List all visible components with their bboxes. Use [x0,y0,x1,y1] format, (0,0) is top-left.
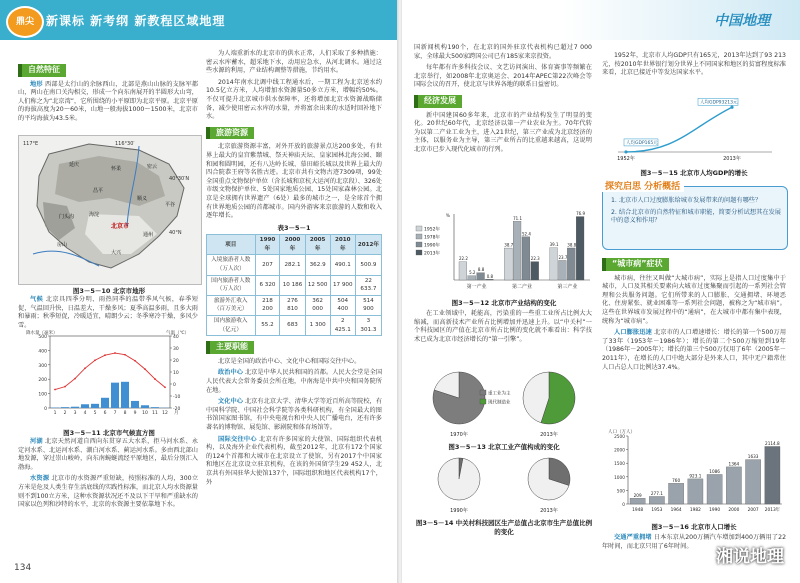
table-cell: 514 900 [355,295,381,315]
climate-x-tick-label: 9 [133,411,137,416]
climate-x-tick-label: 6 [103,411,107,416]
section-functions: 主要职能 [206,341,254,354]
table-cell: 10 186 [280,275,305,295]
table-row [207,295,382,315]
industry-legend-swatch [416,234,422,239]
table-body [207,255,382,336]
precip-bar [61,407,69,408]
section-city-disease: “城市病”症状 [602,258,669,271]
label-water: 水资源 [30,475,50,483]
precip-bar [71,407,79,408]
functions-intro: 北京是全国的政治中心、文化中心和国际交往中心。 [218,357,361,365]
table-header-cell: 2012年 [355,235,381,255]
pop-y-tick-label: 2000 [614,448,625,454]
map-place: 昌平 [93,188,104,194]
pop-y-tick-label: 0 [622,503,625,508]
industry-pies-svg [414,366,594,438]
label-climate: 气候 [30,296,44,303]
zgc-pie-caption: 图3－5－14 中关村科技园区生产总值占北京市生产总值比例的变化 [415,519,593,536]
table-cell: 国内旅游者人数（万人次） [207,275,256,295]
pop-y-axis-label: 人口（万人） [608,430,635,435]
map-place: 密云 [147,164,158,170]
pie-legend-swatch [480,390,486,395]
inquiry-question-2: 2. 结合北京市的自然特征和城市职能，简要分析试想其在发展中的意义和作用？ [611,208,781,225]
table-header-cell: 2005年 [305,235,330,255]
terrain-text: 西部是太行山的余脉西山，北部是燕山山脉的支脉军都山，两山在南口关沟相交，形成一个向东南展开的半圆形大山弯，人们称之为“北京湾”，它所围绕的小平原即为北京平原。北京平原的海拔高度为20～60米，山地一般海拔1000～1500米，北京市的平均海拔为43.5米。 [18,80,199,122]
table-header-cell: 2010年 [330,235,355,255]
table-row [207,316,382,336]
economy-text: 新中国建国60多年来，北京市的产业结构发生了明显的变化。20世纪60年代，北京经济以第一产业农业为主。70年代转为以第二产业工业为主，进入21世纪，第三产业成为北京经济的主体，以服务业为主导，第三产业所占的比重越来越高，这说明北京市已步入现代化城市的行列。 [414,111,592,153]
label-population: 人口膨胀迅速 [614,329,652,337]
precip-bar [151,407,159,408]
gdp-x-label: 1952年 [617,156,635,162]
climate-y-axis-label: 降水量（毫米） [26,331,58,336]
label-culture: 文化中心 [218,398,243,406]
industry-bar-label: 23.7 [558,254,568,260]
climate-y-tick-label: 500 [38,335,47,340]
industry-legend-swatch [416,226,422,231]
table-caption: 表3－5－1 [277,223,311,232]
industry-y-axis-label: % [445,214,450,219]
pie-year-label: 1990年 [450,508,468,514]
map-place-beijing: 北京市 [111,223,130,230]
events-text: 每年都有许多科技会议、文艺访问演出、体育赛事等频繁在北京举行，如2008年北京奥运会、2014年APEC第22次峰会等国际会议的召开，使北京与世界各地的联系日益密切。 [414,64,592,89]
climate-chart [24,328,194,424]
climate-y-tick-label: 100 [38,392,47,398]
left-header [0,0,398,40]
industry-bar-label: 5.2 [469,270,476,276]
precip-bar [141,405,149,408]
map-tick-3: 40°30′N [169,176,190,182]
pop-bar-label: 2114.8 [765,440,780,446]
section-natural: 自然特征 [18,64,66,77]
industry-text: 在工业领域中，耗能高，污染重的一些重工业所占比例大大缩减，而高新技术产业所占比例增加并迅速上升。以“中关村”一个科技园区的产值在北京市所占比例的变化就不难看出：科学技术已成为北京市经济增长的“第一引擎”。 [414,310,592,343]
pop-bar [765,446,780,504]
table-cell: 22 633.7 [355,275,381,295]
gdp-data-label: 人均GDP165元 [626,140,658,146]
climate-y2-tick-label: 40 [173,335,179,340]
table-cell: 218 200 [255,295,280,315]
climate-x-tick-label: 10 [142,411,148,416]
table-cell: 504 400 [330,295,355,315]
pop-x-label: 1953 [651,508,663,513]
rivers-block [18,438,198,513]
industry-structure-chart [414,208,594,294]
table-cell: 2 425.1 [330,316,355,336]
pop-x-label: 2007 [747,508,759,513]
industry-category-label: 第一产业 [466,284,487,290]
page-number: 134 [14,563,32,573]
table-row [207,275,382,295]
watermark: 湘说地理 [716,547,784,567]
industry-pie-caption: 图3－5－13 北京工业产值构成的变化 [448,443,560,451]
label-rivers: 河湖 [30,438,43,445]
map-caption: 图3－5－10 北京市地形 [72,287,146,295]
culture-text: 北京有北京大学、清华大学等近百所高等院校，有中国科学院、中国社会科学院等各类科研机构，有全国最大的图书馆国家图书馆，有中央电视台和中央人民广播电台，还有许多著名的博物馆、展览馆、影剧院和体育场馆等。 [206,398,383,431]
pop-bar-label: 1086 [709,468,720,474]
pop-bar [746,460,761,504]
climate-x-tick-label: 8 [123,411,127,416]
climate-y2-tick-label: 30 [173,347,179,352]
industry-bar [567,248,575,280]
table-cell: 国内旅游收入（亿元） [207,316,256,336]
map-place: 门头沟 [59,214,75,220]
table-cell: 3 301.3 [355,316,381,336]
climate-x-tick-label: 5 [93,411,97,416]
industry-bar-label: 22.2 [458,256,468,262]
climate-x-tick-label: 4 [83,411,87,416]
map-place: 大兴 [111,250,122,256]
zgc-pies-svg [414,452,594,514]
precip-bar [81,404,89,408]
table-cell: 207 [255,255,280,275]
table-cell: 17 900 [330,275,355,295]
climate-y2-tick-label: 20 [173,359,179,364]
pie-legend-label: 重工业为主 [488,391,511,397]
table-cell: 6 320 [255,275,280,295]
south-north-text: 2014年南水北调中线工程通水后，一期工程为北京送水约10.5亿立方米，人均增加水资源量50多立方米，增幅约50%。不仅可提升北京城市供水保障率，还将增加北京水资源战略储备，减少使用密云水库的水量，并将富余出来的水适时回补地下水。 [206,78,382,121]
industry-bar [576,217,584,280]
map-place: 怀柔 [111,166,122,172]
industry-bar-label: 0.8 [486,273,494,279]
city-disease-block [602,256,786,375]
precip-bar [101,398,109,408]
population-chart-caption: 图3－5－16 北京市人口增长 [651,523,737,531]
pie-year-label: 2013年 [540,508,558,514]
industry-bar [468,276,476,280]
pop-bar [707,474,722,504]
beijing-terrain-map [18,135,202,285]
precip-bar [121,382,129,408]
pop-x-label: 1948 [632,508,644,513]
table-header-cell: 2000年 [280,235,305,255]
left-column-2 [206,50,382,490]
pop-bar-label: 209 [633,492,642,498]
industry-bar [486,279,494,280]
climate-y2-axis-label: 气温（℃） [166,331,190,336]
traffic-text: 日本东京从200万辆汽车增加到400万辆用了22年时间，而北京只用了6年时间。 [602,534,787,550]
temperature-line [55,353,165,389]
right-header [402,0,800,40]
label-terrain: 地形 [30,80,43,88]
map-place: 延庆 [69,162,80,168]
map-tick-4: 40°N [169,230,182,236]
section-tourism: 旅游资源 [206,127,254,140]
gdp-x-label: 2013年 [723,156,741,162]
climate-x-axis-label: 月 [174,411,179,416]
pop-bar-label: 1364 [728,461,740,467]
inquiry-heading-text: 探究启思 分析概括 [605,182,681,192]
label-politics: 政治中心 [218,369,243,377]
right-page [402,0,800,583]
gdp-chart [604,98,786,164]
table-cell: 入境旅游者人数（万人次） [207,255,256,275]
precip-bar [131,401,139,408]
industry-bar-label: 76.9 [576,211,586,217]
industry-bar [477,273,485,280]
industry-bar-label: 38.8 [567,242,577,248]
section-economy: 经济发展 [414,95,462,108]
brand-title: 中国地理 [714,13,770,29]
industry-legend-label: 1952年 [424,227,440,233]
climate-x-tick-label: 12 [162,411,168,416]
industry-legend-label: 1978年 [424,235,440,241]
pie-slice [438,458,480,500]
pop-y-tick-label: 500 [616,489,625,495]
table-cell: 1 300 [305,316,330,336]
map-tick-1: 117°E [23,141,39,147]
climate-x-tick-label: 2 [63,411,67,416]
industry-bar-label: 38.7 [504,242,514,248]
label-traffic: 交通严重拥堵 [614,534,652,541]
climate-y-tick-label: 400 [38,349,47,355]
table-cell: 276 810 [280,295,305,315]
map-place: 海淀 [89,212,100,218]
gdp-chart-caption: 图3－5－15 北京市人均GDP的增长 [640,169,748,177]
gdp-data-label: 人均GDP93213元 [700,100,738,106]
industry-bar [504,248,512,280]
pop-bar [630,498,645,504]
pop-x-label: 2013年 [764,508,780,513]
pop-x-label: 1964 [670,508,682,513]
industry-bar-label: 8.8 [477,267,485,273]
table-cell: 362 000 [305,295,330,315]
inquiry-heading [601,179,684,192]
industry-bar-label: 39.1 [549,242,559,248]
industry-category-label: 第三产业 [557,284,578,290]
industry-bar-label: 52.4 [521,231,531,237]
pie-year-label: 1970年 [450,432,468,438]
climate-text: 北京具四季分明、雨热同季的温带季风气候，春季短促，气温回升快，日温差大，干燥多风；夏季高温多雨，且多大雨和暴雨；秋季短促，冷暖适宜，晴朗少云；冬季寒冷干燥，多风少雪。 [18,296,199,329]
industry-bar [559,260,567,280]
tourism-table [206,234,382,336]
climate-plot-frame [50,336,170,408]
table-cell: 362.9 [305,255,330,275]
gdp-point [624,150,627,153]
series-title: 新课标 新考纲 新教程区域地理 [46,14,226,28]
pie-legend-label: 现代制造业 [488,400,511,406]
climate-x-tick-label: 7 [113,411,117,416]
water-measures-text: 为人端重新水的北京市的供水正常，人们采取了多种措施：密云水库蓄水，超采地下水，动用应急水，从河北调水。通过这些水源的利用，产业结构调整等措施，节约用水。 [206,50,382,75]
gdp-text-block [602,52,786,81]
pop-x-label: 1990 [709,508,721,513]
industry-chart-caption: 图3－5－12 北京市产业结构的变化 [451,299,557,307]
precip-bar [111,383,119,408]
climate-y-tick-label: 200 [38,378,47,384]
map-place: 顺义 [137,196,148,202]
climate-x-tick-label: 3 [73,411,77,416]
map-place: 通州 [143,232,154,238]
precip-bar [91,404,99,408]
climate-y2-tick-label: 10 [173,371,179,376]
table-cell: 683 [280,316,305,336]
rivers-text: 北京天然河道自西向东贯穿五大水系，拒马河水系、永定河水系、北运河水系、潮白河水系、蓟运河水系。多由西北部山地发源，穿过崇山峻岭，向东南蜿蜒流经平原地区，最后分别汇入渤海。 [18,438,199,471]
table-header-row [207,235,382,255]
climate-x-tick-label: 1 [53,411,57,416]
industry-bar-label: 22.3 [530,256,540,262]
series-logo: 鼎尖 [6,6,44,38]
table-cell: 282.1 [280,255,305,275]
table-cell: 旅游外汇收入（百万美元） [207,295,256,315]
climate-y2-tick-label: -10 [173,395,181,400]
map-tick-2: 116°30′ [115,141,135,147]
gdp-point [730,106,733,109]
right-column-1 [414,44,592,158]
table-row [207,255,382,275]
climate-chart-caption: 图3－5－11 北京市气候直方图 [63,429,155,437]
inquiry-question-1: 1. 北京市人口过度膨胀给城市发展带来的问题有哪些？ [611,197,762,204]
industry-bar [531,262,539,280]
map-place: 房山 [57,242,68,248]
pop-bar [669,483,684,504]
international-text: 北京有许多国家的大使馆、国际组织代表机构，以及海外企业代表机构，截至2012年，北京有172个国家的124个首都和大城市在北京设立了使馆，另有2017个中国家和地区在北京设立驻京机构，在该的外国留学生29 452人，北京共有外国驻华大使馆137个，国际组织和地区代表机构17个，外 [206,435,383,486]
left-column-1 [18,62,198,127]
pop-bar [688,479,703,504]
terrain-map-svg [19,136,201,284]
industry-legend-swatch [416,242,422,247]
population-text: 北京市的人口增速增长：增长的第一个500万用了33年（1953年－1986年）；增长的第二个500万缩短到19年（1986年－2005年）；增长的第三个500万仅用了6年（2005年－2011年），在增长的人口中绝大部分是外来人口，其中无户籍常住人口占总人口比例达37.4%。 [602,329,787,371]
inquiry-questions [611,197,781,229]
industry-bar [550,248,558,280]
pop-bar-label: 923.1 [689,473,702,479]
table-cell: 500.9 [355,255,381,275]
industry-pie-charts [414,366,594,438]
climate-y-tick-label: 0 [44,407,47,412]
inquiry-box [602,182,788,250]
pop-x-label: 1982 [689,508,701,513]
table-cell: 55.2 [255,316,280,336]
water-text: 北京市的水资源严重短缺，按照标准的人均，300立方米是危及人类生存生活底线的实践性标准，而北京人均水资源量则不到100立方米，这种水资源状况还不及以下干旱和严重缺水的国家以色列和沙特的水平，北京的水资源主要依靠地下水。 [18,475,199,509]
industry-category-label: 第二产业 [511,284,533,290]
industry-bar [513,221,521,280]
label-international: 国际交往中心 [218,435,257,443]
climate-y-tick-label: 300 [38,363,47,369]
industry-legend-swatch [416,250,422,255]
industry-bar [459,262,467,280]
industry-block [414,310,592,347]
industry-legend-label: 1990年 [424,243,440,249]
intl-continued-text: 国新闻机构190个，在北京的国外驻京代表机构已超过7 000家，全球最大500家跨国公司已有185家来京投资。 [414,44,592,60]
gdp-chart-svg [604,98,786,164]
pop-y-tick-label: 1000 [614,475,625,481]
table-cell: 490.1 [330,255,355,275]
gdp-text: 1952年，北京市人均GDP只有165元，2013年达到了93 213元，按2010年世界银行划分世界上不同国家和地区的贫富程度标准来看，北京已接近中等发达国家水平。 [602,52,786,77]
city-disease-text: 城市病，往往又叫做“大城市病”，实际上是指人口过度集中于城市，人口及其相关要素向大城市过度集聚而引起的一系列社会管理和公共服务问题。它们所带来的人口膨胀、交通拥堵、环境恶化、住房紧张、就业困难等一系列社会问题，被称之为“城市病”。这些在世界城市发展过程中的“通病”，在大城市中都有集中表现，统称为“城市病”。 [602,274,786,325]
pie-year-label: 2013年 [540,432,558,438]
climate-chart-svg [24,328,194,424]
pie-legend-swatch [480,399,486,404]
pop-x-label: 2000 [728,508,740,513]
left-page [0,0,398,583]
population-chart [606,428,786,518]
industry-bar-label: 71.1 [513,215,523,221]
map-place: 平谷 [165,202,176,208]
climate-x-tick-label: 11 [152,411,158,416]
pop-bar [726,467,741,504]
pop-bar-label: 760 [672,477,681,483]
pop-y-tick-label: 1500 [614,462,625,468]
industry-bar [522,237,530,280]
climate-y2-tick-label: 0 [173,383,176,388]
table-header-cell: 1990年 [255,235,280,255]
population-chart-svg [606,428,786,518]
industry-chart-svg [414,208,594,294]
pop-y-tick-label: 2500 [614,435,625,440]
climate-y2-tick-label: -20 [173,407,181,412]
pop-bar-label: 277.1 [650,490,663,496]
industry-legend-label: 2013年 [424,251,440,257]
politics-text: 北京是中华人民共和国的首都。人民大会堂是全国人民代表大会常务委员会所在地，中南海是中共中央和国务院所在地。 [206,369,383,394]
table-cell: 12 500 [305,275,330,295]
pop-bar-label: 1633 [747,454,759,460]
zhongguancun-pie-charts [414,452,594,514]
pop-bar [649,496,664,504]
table-header-cell: 项目 [207,235,256,255]
tourism-text: 北京旅游资源丰富，对外开放的旅游景点达200多处，有世界上最大的皇宫紫禁城、祭天神庙天坛、皇家园林北海公园、颐和园和圆明园，还有八达岭长城、慕田峪长城以及世界上最大的四合院恭王府等名胜古迹。北京市共有文物古迹7309项，99处全国重点文物保护单位（含长城和京杭大运河的北京段）、326处市级文物保护单位、5处国家地质公园、15处国家森林公园。北京是全球拥有世界遗产（6处）最多的城市之一，是全球首个拥有世界地质公园的首都城市。国内外游客来京旅游的人数和收入逐年增长。 [206,143,382,220]
